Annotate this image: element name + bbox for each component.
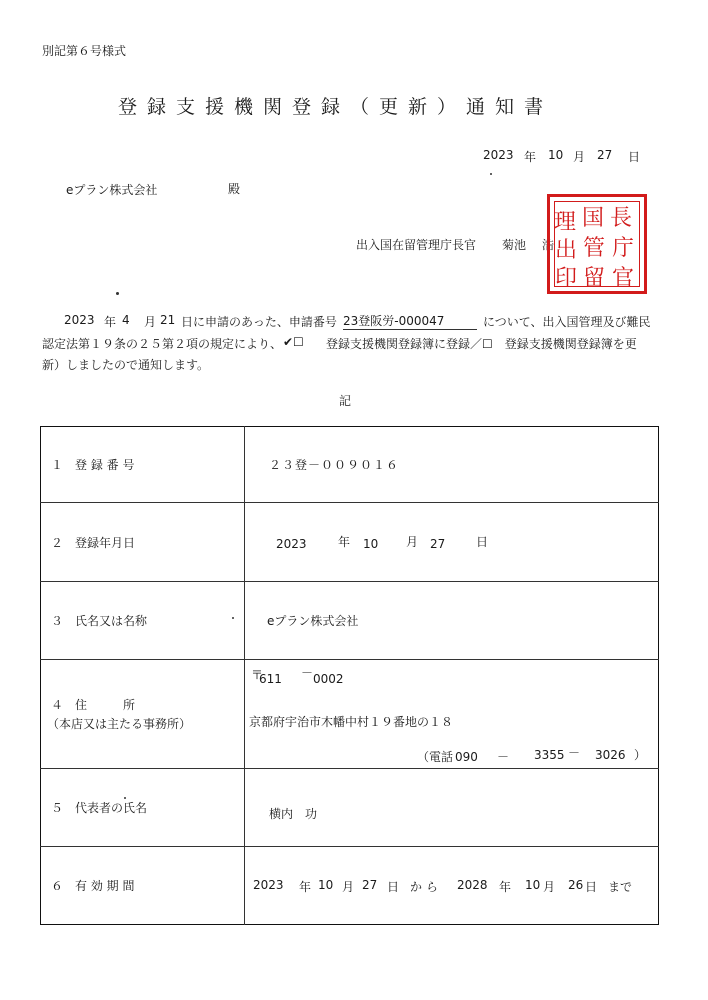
valid-to-month: 10	[525, 878, 541, 892]
body-line-3: 新）しましたので通知します。	[42, 358, 210, 372]
row-value	[245, 769, 659, 847]
row-label	[41, 847, 245, 925]
issuer-name-partial: 浩	[542, 238, 555, 252]
registration-month: 10	[363, 537, 379, 551]
month-char: 月	[144, 315, 157, 329]
postal-dash: －	[301, 666, 314, 680]
issue-date-year: 2023	[483, 148, 514, 162]
speck	[116, 292, 119, 295]
body-line-2b: 登録支援機関登録簿に登録／☐ 登録支援機関登録簿を更	[326, 337, 637, 351]
issue-date-day: 27	[597, 148, 613, 162]
tel-close: ）	[634, 748, 647, 762]
label-text: ３ 氏名又は名称	[51, 614, 148, 628]
row-value	[245, 847, 659, 925]
tel-part-3: 3026	[595, 748, 626, 762]
table-row	[41, 503, 659, 582]
month-char: 月	[406, 535, 419, 549]
row-value	[245, 503, 659, 582]
month-char: 月	[543, 880, 556, 894]
registration-day: 27	[430, 537, 446, 551]
day-char: 日	[585, 880, 598, 894]
addressee-name: eプラン株式会社	[66, 183, 158, 197]
year-char: 年	[338, 535, 351, 549]
body-text-2: について、出入国管理及び難民	[483, 315, 651, 329]
day-char: 日	[476, 535, 489, 549]
apply-month: 4	[122, 313, 130, 327]
table-row	[41, 660, 659, 769]
label-text: １ 登 録 番 号	[51, 458, 135, 472]
speck	[490, 173, 492, 175]
checkbox-register: ✔☐	[283, 335, 304, 349]
seal-char: 庁	[612, 236, 635, 261]
seal-char: 国	[582, 206, 605, 231]
row-label	[41, 503, 245, 582]
year-char: 年	[499, 880, 512, 894]
until-text: まで	[608, 880, 633, 894]
tel-dash: －	[568, 746, 581, 760]
issuer-name: 菊池	[502, 238, 527, 252]
seal-char: 留	[583, 266, 606, 291]
month-char: 月	[342, 880, 355, 894]
tel-part-2: 3355	[534, 748, 565, 762]
postal-code-2: 0002	[313, 672, 344, 686]
year-char: 年	[104, 315, 117, 329]
apply-year: 2023	[64, 313, 95, 327]
official-seal	[547, 194, 647, 294]
speck	[124, 797, 126, 799]
from-text: から	[410, 880, 443, 894]
row-label	[41, 582, 245, 660]
registration-number: ２３登－００９０１６	[269, 458, 400, 472]
row-label	[41, 660, 245, 769]
valid-from-month: 10	[318, 878, 334, 892]
row-label	[41, 769, 245, 847]
table-row	[41, 582, 659, 660]
registration-table	[40, 426, 659, 925]
registration-year: 2023	[276, 537, 307, 551]
body-line-2a: 認定法第１９条の２５第２項の規定により、	[42, 337, 283, 351]
application-number: 23登阪労-000047	[343, 312, 477, 330]
issuer-office: 出入国在留管理庁長官	[356, 238, 477, 252]
company-name: eプラン株式会社	[267, 614, 359, 628]
ki-heading: 記	[339, 394, 352, 408]
tel-part-1: 090	[455, 750, 478, 764]
table-row	[41, 847, 659, 925]
table-row	[41, 769, 659, 847]
valid-to-year: 2028	[457, 878, 488, 892]
valid-from-day: 27	[362, 878, 378, 892]
year-char: 年	[299, 880, 312, 894]
apply-day: 21	[160, 313, 176, 327]
postal-code-1: 611	[259, 672, 282, 686]
row-label	[41, 427, 245, 503]
label-subtext: （本店又は主たる事務所）	[47, 717, 192, 731]
seal-char: 出	[555, 238, 578, 263]
address: 京都府宇治市木幡中村１９番地の１８	[249, 715, 454, 729]
seal-char: 印	[555, 266, 578, 291]
page-title: 登録支援機関登録（更新）通知書	[118, 96, 554, 118]
year-char: 年	[524, 150, 537, 164]
seal-char: 管	[583, 236, 606, 261]
day-char: 日	[387, 880, 400, 894]
issue-date-month: 10	[548, 148, 564, 162]
addressee-suffix: 殿	[228, 182, 241, 196]
label-text: ６ 有 効 期 間	[51, 879, 135, 893]
body-text-1: 日に申請のあった、申請番号	[181, 315, 337, 329]
seal-char: 長	[610, 206, 633, 231]
valid-to-day: 26	[568, 878, 584, 892]
label-text: ２ 登録年月日	[51, 535, 136, 550]
row-value	[245, 660, 659, 769]
form-label: 別記第６号様式	[42, 44, 127, 58]
postal-mark: 〒	[251, 668, 264, 682]
day-char: 日	[628, 150, 641, 164]
label-text: ４ 住 所	[51, 698, 136, 712]
valid-from-year: 2023	[253, 878, 284, 892]
speck	[232, 617, 234, 619]
tel-dash: －	[497, 750, 510, 764]
seal-char: 官	[612, 266, 635, 291]
table-row	[41, 427, 659, 503]
row-value	[245, 427, 659, 503]
tel-label: （電話	[417, 750, 454, 764]
row-value	[245, 582, 659, 660]
representative-name: 横内 功	[269, 807, 318, 821]
label-text: ５ 代表者の氏名	[51, 801, 148, 815]
seal-char: 理	[554, 210, 577, 235]
month-char: 月	[573, 150, 586, 164]
